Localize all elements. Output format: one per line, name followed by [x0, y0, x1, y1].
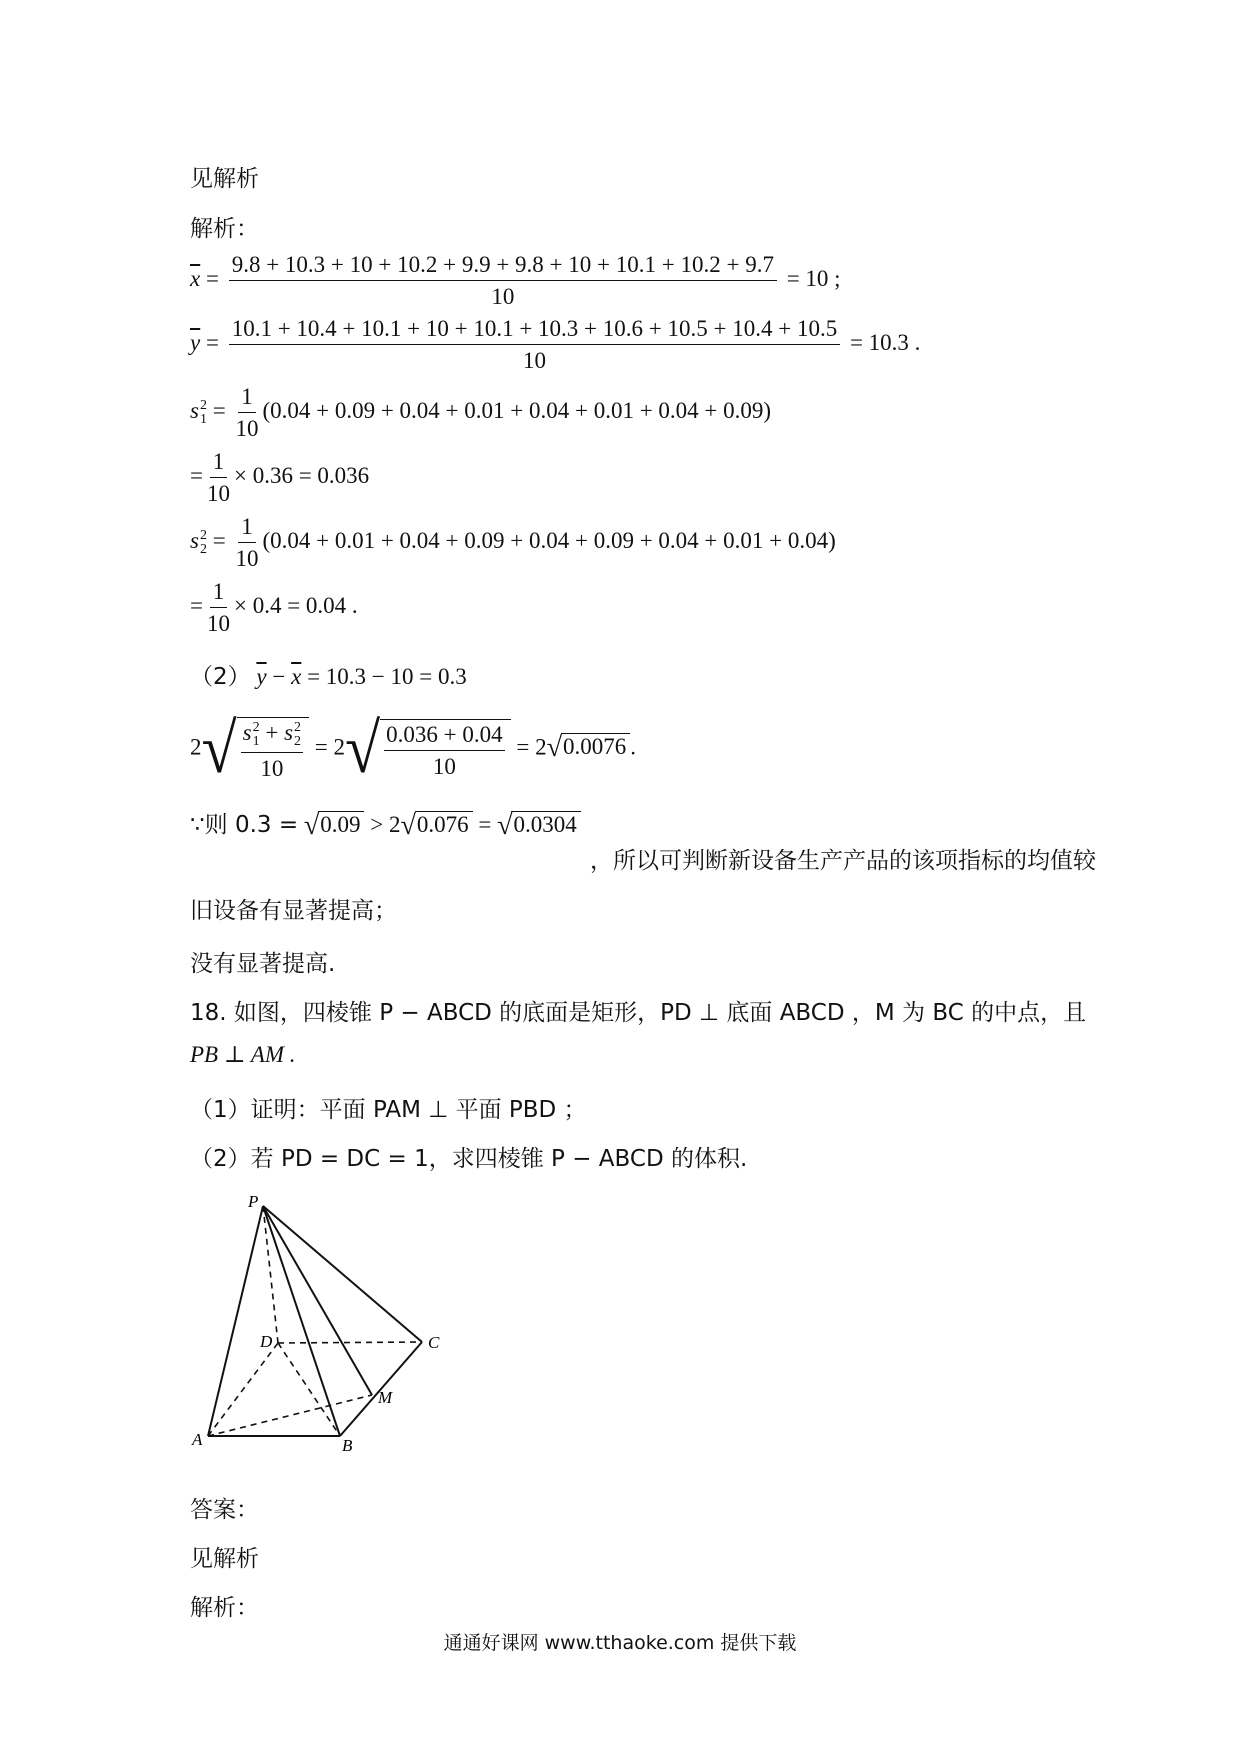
s2-equation: s 2 2 = $\frac{1}{10}$ (0.04 + 0.01 + 0.04 + 0.09 + 0.04 + 0.09 + 0.04 + 0.01 + 0.04) — [190, 514, 836, 572]
ybar-numerator: 10.1 + 10.4 + 10.1 + 10 + 10.1 + 10.3 + 10.6 + 10.5 + 10.4 + 10.5 — [229, 316, 841, 345]
s2-symbol: s — [190, 528, 199, 554]
s2-step-expression: × 0.4 = 0.04 . — [233, 593, 358, 619]
question-18-part1: （1）证明：平面 PAM ⊥ 平面 PBD ； — [190, 1097, 587, 1123]
xbar-denominator: 10 — [491, 284, 515, 310]
label-B: B — [342, 1436, 353, 1455]
s2-sub: 2 — [199, 541, 207, 557]
s1-frac-num: 1 — [238, 384, 256, 413]
part2-ybar: $\overline{y}$ — [256, 664, 267, 689]
ybar-denominator: 10 — [522, 348, 546, 374]
s1-sup: 2 — [199, 397, 207, 413]
part2-xbar: $\overline{x}$ — [291, 664, 302, 689]
ybar-symbol: $\overline{y}$ — [190, 330, 201, 356]
edge-DC — [278, 1342, 422, 1343]
sqrt-left-den: 10 — [260, 755, 284, 781]
part2-label: （2） — [190, 664, 251, 690]
s1-frac-den: 10 — [235, 416, 259, 442]
conclusion-line-2: 旧设备有显著提高； — [190, 898, 397, 924]
sqrt-mid-num: 0.036 + 0.04 — [384, 722, 504, 751]
s1-step-fraction — [207, 449, 230, 507]
ybar-fraction — [229, 316, 841, 374]
s2-fraction — [235, 514, 258, 572]
sqrt-equation: 2√ s 2 1 + s 2 2 10 = 2√ $\frac{0.036 + 0.04}{10}$ = 2√0.0076 . — [190, 709, 636, 788]
s1-symbol: s — [190, 398, 199, 424]
part2-difference: （2） $\overline{y} - \overline{x} = 10.3 - 10 = 0.3$ — [190, 664, 467, 690]
sqrt-mid-fraction — [380, 719, 510, 780]
s1-step-num: 1 — [210, 449, 228, 478]
label-C: C — [428, 1333, 440, 1352]
because-mid: > 2 — [370, 812, 401, 837]
label-P: P — [248, 1195, 259, 1211]
s2-step: = $\frac{1}{10}$ × 0.4 = 0.04 . — [190, 579, 358, 637]
xbar-symbol: $\overline{x}$ — [190, 266, 201, 292]
s2-frac-num: 1 — [238, 514, 256, 543]
label-D: D — [260, 1332, 273, 1351]
edge-AM — [208, 1395, 372, 1436]
s2-step-den: 10 — [206, 611, 230, 637]
s1-equation: s 2 1 = $\frac{1}{10}$ (0.04 + 0.09 + 0.04 + 0.01 + 0.04 + 0.01 + 0.04 + 0.09) — [190, 384, 772, 442]
because-prefix: ∵则 0.3 = — [190, 812, 299, 838]
s2-step-fraction — [207, 579, 230, 637]
s2-step-num: 1 — [210, 579, 228, 608]
part2-expression: = 10.3 − 10 = 0.3 — [307, 664, 467, 689]
s1-fraction — [235, 384, 258, 442]
s1-expression: (0.04 + 0.09 + 0.04 + 0.01 + 0.04 + 0.01 + 0.04 + 0.09) — [262, 398, 772, 424]
because-root1: 0.09 — [318, 811, 364, 838]
ybar-equation: $\overline{y}$ = 10.1 + 10.4 + 10.1 + 10 + 10.1 + 10.3 + 10.6 + 10.5 + 10.4 + 10.5 10 = 10.3 . — [190, 316, 921, 374]
s1-step: = $\frac{1}{10}$ × 0.36 = 0.036 — [190, 449, 370, 507]
pyramid-figure — [190, 1195, 450, 1455]
sqrt-num-s1: s — [242, 720, 252, 745]
s2-frac-den: 10 — [235, 546, 259, 572]
question-18-stem: 18. 如图，四棱锥 P − ABCD 的底面是矩形，PD ⊥ 底面 ABCD ，M 为 BC 的中点，且 — [190, 1000, 1087, 1026]
sqrt-left-fraction: s 2 1 + s 2 2 10 — [237, 717, 309, 781]
edge-PA — [208, 1206, 263, 1436]
sqrt-result: 0.0076 — [561, 733, 630, 760]
s1-step-den: 10 — [206, 481, 230, 507]
s2-sup: 2 — [199, 527, 207, 543]
conclusion-line-3: 没有显著提高. — [190, 951, 336, 977]
conclusion-line-1: ，所以可判断新设备生产产品的该项指标的均值较 — [590, 848, 1096, 874]
because-root2: 0.076 — [415, 811, 473, 838]
edge-DB — [278, 1343, 340, 1436]
label-M: M — [378, 1388, 393, 1407]
ybar-result: = 10.3 . — [849, 330, 921, 356]
xbar-result: = 10 ; — [786, 266, 841, 292]
sqrt-mid-den: 10 — [432, 754, 456, 779]
page-footer: 通通好课网 www.tthaoke.com 提供下载 — [443, 1632, 797, 1654]
edge-PC — [263, 1206, 422, 1342]
analysis-label-2: 解析： — [190, 1595, 259, 1621]
label-A: A — [192, 1430, 203, 1449]
answer-label: 答案： — [190, 1497, 259, 1523]
because-eq: = — [478, 812, 492, 837]
analysis-label: 解析： — [190, 216, 259, 242]
answer-text-2: 见解析 — [190, 1546, 259, 1572]
sqrt-coefficient: 2 — [190, 734, 202, 760]
question-18-condition: PB ⊥ AM . — [190, 1042, 296, 1067]
xbar-numerator: 9.8 + 10.3 + 10 + 10.2 + 9.9 + 9.8 + 10 + 10.1 + 10.2 + 9.7 — [229, 252, 777, 281]
s2-expression: (0.04 + 0.01 + 0.04 + 0.09 + 0.04 + 0.09 + 0.04 + 0.01 + 0.04) — [262, 528, 836, 554]
sqrt-num-s2: s — [284, 720, 294, 745]
s1-sub: 1 — [199, 411, 207, 427]
answer-text: 见解析 — [190, 166, 259, 192]
because-root3: 0.0304 — [511, 811, 580, 838]
s1-step-expression: × 0.36 = 0.036 — [233, 463, 370, 489]
sqrt-end: . — [630, 734, 636, 760]
question-18-part2: （2）若 PD = DC = 1，求四棱锥 P − ABCD 的体积. — [190, 1146, 748, 1172]
because-line: ∵则 0.3 = √0.09 > 2√0.076 = √0.0304 — [190, 806, 581, 842]
xbar-fraction — [229, 252, 777, 310]
xbar-equation: $\overline{x}$ = $\frac{9.8 + 10.3 + 10 + 10.2 + 9.9 + 9.8 + 10 + 10.1 + 10.2 + 9.7}{10}$ = 10 ; — [190, 252, 841, 310]
